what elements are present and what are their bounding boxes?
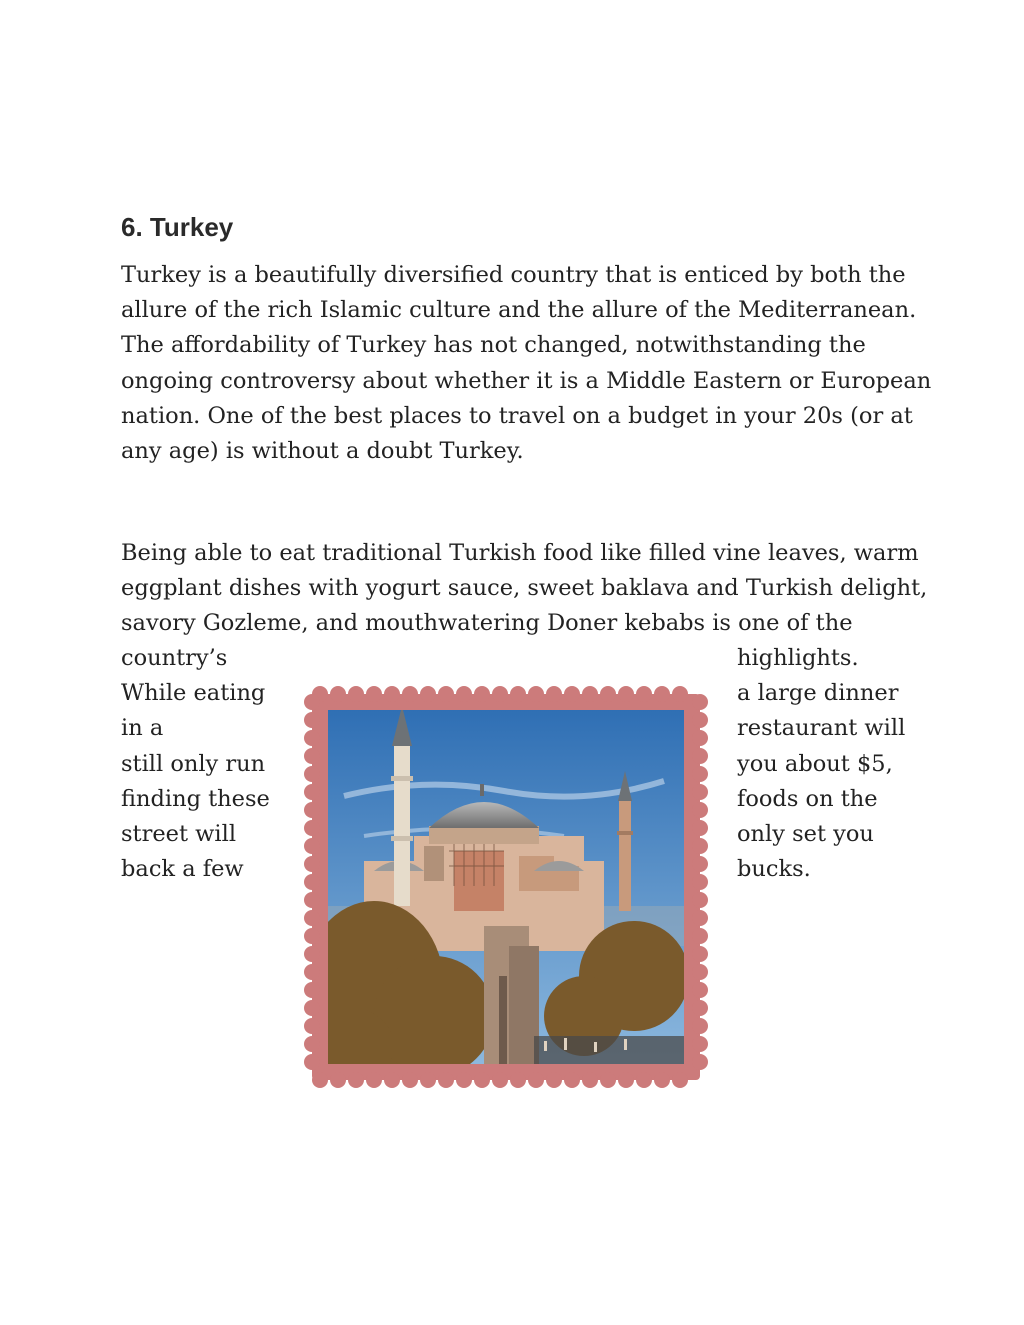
frame-scallop [692, 730, 708, 746]
paragraph-intro [121, 258, 932, 469]
frame-scallop [692, 892, 708, 908]
frame-scallop [304, 946, 320, 962]
frame-scallop [456, 686, 472, 702]
frame-scallop [304, 748, 320, 764]
frame-scallop [366, 1072, 382, 1088]
frame-scallop [366, 686, 382, 702]
frame-scallop [330, 1072, 346, 1088]
frame-scallop [546, 686, 562, 702]
frame-scallop [438, 686, 454, 702]
frame-scallop [692, 874, 708, 890]
frame-scallop [304, 766, 320, 782]
frame-scallop [692, 694, 708, 710]
wrapped-line: back a few [121, 856, 244, 883]
frame-scallop [304, 910, 320, 926]
section-heading: 6. Turkey [121, 212, 234, 242]
frame-scallop [456, 1072, 472, 1088]
frame-scallop [312, 1072, 328, 1088]
frame-scallop [692, 1000, 708, 1016]
frame-scallop [618, 1072, 634, 1088]
frame-scallop [492, 686, 508, 702]
frame-scallop [304, 892, 320, 908]
frame-scallop [636, 686, 652, 702]
frame-scallop [564, 686, 580, 702]
frame-scallop [692, 982, 708, 998]
frame-scallop [304, 802, 320, 818]
paragraph-line: allure of the rich Islamic culture and the allure of the Mediterranean. [121, 297, 917, 324]
frame-scallop [348, 1072, 364, 1088]
paragraph-line: Being able to eat traditional Turkish food like filled vine leaves, warm [121, 540, 919, 566]
frame-scallop [636, 1072, 652, 1088]
frame-scallop [510, 686, 526, 702]
frame-scallop [304, 1018, 320, 1034]
wrapped-text-left [121, 641, 270, 887]
wrapped-text-right [737, 641, 905, 887]
paragraph-line: The affordability of Turkey has not changed, notwithstanding the [121, 332, 866, 359]
frame-scallop [692, 802, 708, 818]
wrapped-line: a large dinner [737, 680, 899, 707]
frame-scallop [304, 874, 320, 890]
paragraph-line: eggplant dishes with yogurt sauce, sweet baklava and Turkish delight, [121, 575, 928, 602]
frame-scallop [692, 856, 708, 872]
wrapped-line: still only run [121, 750, 266, 777]
frame-scallop [420, 1072, 436, 1088]
wrapped-line: restaurant will [737, 715, 906, 742]
frame-scallop [618, 686, 634, 702]
wrapped-line: only set you [737, 821, 874, 848]
frame-scallop [692, 1054, 708, 1070]
frame-scallop [304, 838, 320, 854]
frame-scallop [692, 1018, 708, 1034]
frame-scallop [692, 712, 708, 728]
frame-scallop [564, 1072, 580, 1088]
frame-scallop [304, 964, 320, 980]
paragraph-line: ongoing controversy about whether it is a Middle Eastern or European [121, 367, 932, 394]
frame-scallop [304, 712, 320, 728]
frame-scallop [474, 686, 490, 702]
frame-scallop [438, 1072, 454, 1088]
frame-scallop [582, 1072, 598, 1088]
frame-scallop [304, 730, 320, 746]
photo-illustration [304, 686, 708, 1088]
wrapped-line: highlights. [737, 645, 859, 671]
wrapped-line: street will [121, 821, 237, 848]
frame-scallop [304, 784, 320, 800]
wrapped-line: foods on the [737, 785, 878, 812]
frame-scallop [304, 982, 320, 998]
frame-scallop [420, 686, 436, 702]
frame-scallop [528, 686, 544, 702]
frame-scallop [692, 820, 708, 836]
frame-scallop [528, 1072, 544, 1088]
frame-scallop [402, 1072, 418, 1088]
frame-scallop [692, 784, 708, 800]
frame-scallop [692, 748, 708, 764]
frame-scallop [402, 686, 418, 702]
frame-scallop [692, 766, 708, 782]
wrapped-line: country’s [121, 645, 228, 671]
frame-scallop [654, 686, 670, 702]
frame-scallop [384, 1072, 400, 1088]
frame-scallop [330, 686, 346, 702]
frame-scallop [474, 1072, 490, 1088]
wrapped-line: finding these [121, 785, 270, 812]
frame-scallop [600, 686, 616, 702]
paragraph-line: nation. One of the best places to travel on a budget in your 20s (or at [121, 402, 913, 429]
frame-scallop [304, 694, 320, 710]
wrapped-line: bucks. [737, 856, 811, 883]
wrapped-line: you about $5, [737, 750, 893, 777]
frame-scallop [304, 1000, 320, 1016]
frame-scallop [510, 1072, 526, 1088]
paragraph-line: Turkey is a beautifully diversified country that is enticed by both the [121, 262, 906, 288]
frame-scallop [672, 1072, 688, 1088]
frame-scallop [384, 686, 400, 702]
frame-scallop [348, 686, 364, 702]
wrapped-line: While eating [121, 680, 266, 707]
frame-scallop [304, 928, 320, 944]
frame-scallop [692, 910, 708, 926]
frame-scallop [304, 856, 320, 872]
frame-scallop [304, 1036, 320, 1052]
paragraph-food [121, 536, 928, 642]
frame-scallop [492, 1072, 508, 1088]
frame-scallop [692, 1036, 708, 1052]
frame-scallop [692, 928, 708, 944]
frame-scallop [672, 686, 688, 702]
frame-scallop [304, 820, 320, 836]
frame-scallop [600, 1072, 616, 1088]
paragraph-line: savory Gozleme, and mouthwatering Doner kebabs is one of the [121, 610, 853, 637]
frame-scallop [546, 1072, 562, 1088]
frame-scallop [304, 1054, 320, 1070]
frame-scallop [692, 838, 708, 854]
hagia-sophia-photo [304, 686, 708, 1088]
frame-scallop [692, 964, 708, 980]
frame-scallop [692, 946, 708, 962]
wrapped-line: in a [121, 715, 164, 742]
paragraph-line: any age) is without a doubt Turkey. [121, 438, 524, 465]
frame-scallop [654, 1072, 670, 1088]
frame-scallop [582, 686, 598, 702]
photo-content [304, 706, 689, 1086]
